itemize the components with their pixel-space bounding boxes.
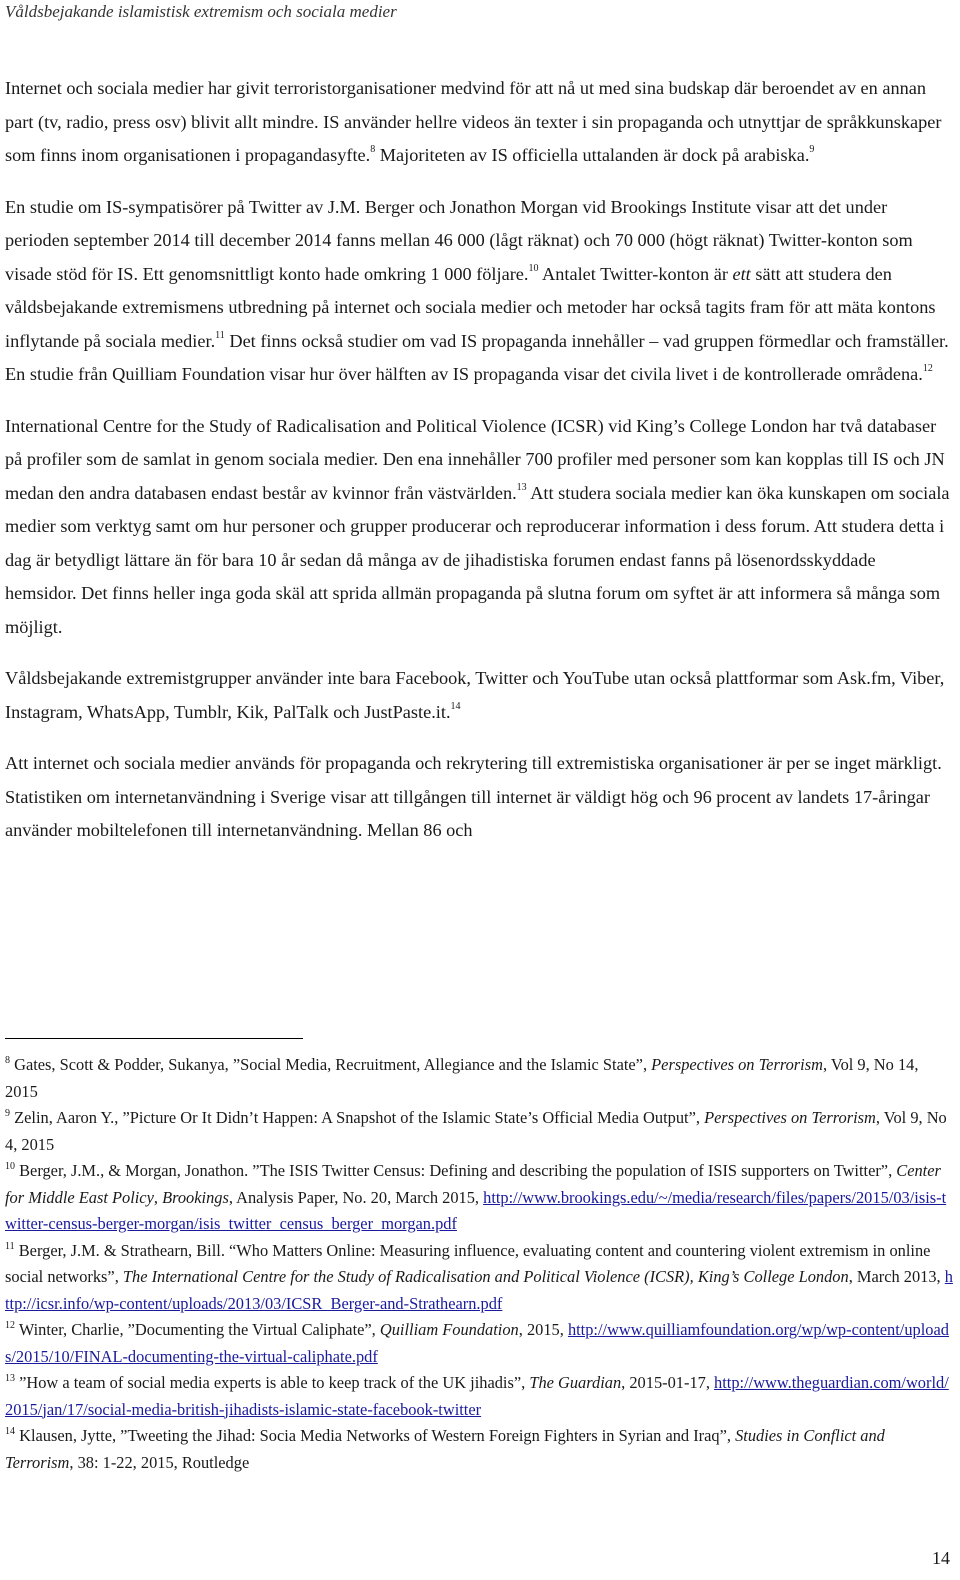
emphasis: The International Centre for the Study of Radicalisation and Political Violence (ICSR), King’s College London bbox=[122, 1267, 849, 1286]
text: Att internet och sociala medier används för propaganda och rekrytering till extremistiska organisationer är per se inget märkligt. Statistiken om internetanvändning i Sverige visar att tillgången till internet är väldigt hög och 96 procent av landets 17-åringar använder mobiltelefonen till internetanvändning. Mellan 86 och bbox=[5, 753, 942, 840]
text: Berger, J.M., & Morgan, Jonathon. ”The ISIS Twitter Census: Defining and describing the population of ISIS supporters on Twitter”, bbox=[19, 1161, 897, 1180]
paragraph-1 bbox=[5, 72, 950, 173]
footnote-ref-11[interactable]: 11 bbox=[215, 329, 225, 341]
text: sätt att studera den våldsbejakande extremismens utbredning på internet och sociala medier och metoder har också tagits fram för att mäta kontons inflytande på sociala medier. bbox=[5, 263, 936, 351]
footnote-13 bbox=[5, 1370, 955, 1423]
emphasis: Quilliam Foundation bbox=[379, 1320, 519, 1339]
footnote-ref-12[interactable]: 12 bbox=[922, 363, 933, 374]
text: International Centre for the Study of Radicalisation and Political Violence (ICSR) vid King’s College London har två databaser på profiler som de samlat in genom sociala medier. Den ena innehåller 700 profiler med personer som kan kopplas till IS och JN medan den andra databasen endast består av kvinnor från västvärlden. bbox=[5, 415, 945, 503]
page-number: 14 bbox=[932, 1548, 950, 1568]
footnote-11 bbox=[5, 1238, 955, 1318]
footnote-link[interactable]: http://www.quilliamfoundation.org/wp/wp-content/uploads/2015/10/FINAL-documenting-the-virtual-caliphate.pdf bbox=[5, 1320, 949, 1366]
text: , 2015-01-17, bbox=[621, 1373, 715, 1392]
footnote-9 bbox=[5, 1105, 955, 1158]
text: Att studera sociala medier kan öka kunskapen om sociala medier som verktyg samt om hur personer och grupper producerar och reproducerar information i dess forum. Att studera detta i dag är betydligt lättare än för bara 10 år sedan då många av de jihadistiska forumen endast fanns på lösenordsskyddade hemsidor. Det finns heller inga goda skäl att sprida allmän propaganda på slutna forum om syftet är att informera så många som möjligt. bbox=[5, 482, 950, 637]
emphasis: ett bbox=[732, 263, 751, 284]
text: , Analysis Paper, No. 20, March 2015, bbox=[228, 1187, 484, 1207]
body-text bbox=[5, 72, 950, 848]
footnotes bbox=[5, 1052, 955, 1476]
emphasis: Perspectives on Terrorism bbox=[704, 1108, 876, 1127]
text: , 38: 1-22, 2015, Routledge bbox=[69, 1452, 250, 1472]
text: Berger, J.M. & Strathearn, Bill. “Who Matters Online: Measuring influence, evaluating content and countering violent extremism in online social networks”, bbox=[5, 1240, 931, 1286]
text: , bbox=[153, 1187, 163, 1207]
text: Majoriteten av IS officiella uttalanden är dock på arabiska. bbox=[375, 145, 810, 165]
footnote-ref-13[interactable]: 13 bbox=[516, 481, 527, 493]
paragraph-4 bbox=[5, 662, 950, 729]
footnote-number: 14 bbox=[5, 1426, 15, 1437]
paragraph-3 bbox=[5, 410, 950, 645]
text: Antalet Twitter-konton är bbox=[538, 263, 733, 284]
footnote-number: 9 bbox=[5, 1108, 10, 1119]
text: Gates, Scott & Podder, Sukanya, ”Social Media, Recruitment, Allegiance and the Islamic State”, bbox=[14, 1055, 652, 1074]
text: Våldsbejakande extremistgrupper använder inte bara Facebook, Twitter och YouTube utan också plattformar som Ask.fm, Viber, Instagram, WhatsApp, Tumblr, Kik, PalTalk och JustPaste.it. bbox=[5, 668, 945, 722]
emphasis: Studies in Conflict and Terrorism bbox=[5, 1426, 885, 1472]
text: Internet och sociala medier har givit terroristorganisationer medvind för att nå ut med sina budskap där beroendet av en annan part (tv, radio, press osv) blivit allt mindre. IS använder hellre videos än texter i sin propaganda och utnyttjar de språkkunskaper som finns inom organisationen i propagandasyfte. bbox=[5, 78, 942, 165]
footnote-ref-9[interactable]: 9 bbox=[809, 144, 815, 155]
emphasis: Center for Middle East Policy bbox=[5, 1161, 941, 1207]
text: Winter, Charlie, ”Documenting the Virtual Caliphate”, bbox=[18, 1320, 380, 1339]
text: Zelin, Aaron Y., ”Picture Or It Didn’t Happen: A Snapshot of the Islamic State’s Official Media Output”, bbox=[14, 1108, 705, 1127]
text: Klausen, Jytte, ”Tweeting the Jihad: Socia Media Networks of Western Foreign Fighters in Syrian and Iraq”, bbox=[19, 1426, 736, 1445]
emphasis: Perspectives on Terrorism bbox=[651, 1055, 823, 1074]
emphasis: Brookings bbox=[162, 1187, 229, 1207]
paragraph-5 bbox=[5, 747, 950, 848]
footnote-number: 13 bbox=[5, 1373, 15, 1384]
footnote-link[interactable]: http://www.theguardian.com/world/2015/jan/17/social-media-british-jihadists-islamic-state-facebook-twitter bbox=[5, 1373, 949, 1419]
text: , 2015, bbox=[518, 1320, 568, 1339]
text: ”How a team of social media experts is able to keep track of the UK jihadis”, bbox=[19, 1373, 530, 1392]
footnote-link[interactable]: http://www.brookings.edu/~/media/research/files/papers/2015/03/isis-twitter-census-berger-morgan/isis_twitter_census_berger_morgan.pdf bbox=[5, 1187, 947, 1233]
footnote-link[interactable]: http://icsr.info/wp-content/uploads/2013/03/ICSR_Berger-and-Strathearn.pdf bbox=[5, 1267, 953, 1313]
running-header: Våldsbejakande islamistisk extremism och sociala medier bbox=[5, 2, 397, 21]
text: En studie om IS-sympatisörer på Twitter av J.M. Berger och Jonathon Morgan vid Brookings Institute visar att det under perioden september 2014 till december 2014 fanns mellan 46 000 (lågt räknat) och 70 000 (högt räknat) Twitter-konton som visade stöd för IS. Ett genomsnittligt konto hade omkring 1 000 följare. bbox=[5, 196, 913, 284]
footnote-number: 10 bbox=[5, 1161, 15, 1172]
footnote-10 bbox=[5, 1158, 955, 1238]
text: , Vol 9, No 4, 2015 bbox=[5, 1108, 947, 1154]
footnote-number: 8 bbox=[5, 1055, 10, 1066]
footnote-ref-14[interactable]: 14 bbox=[450, 700, 461, 712]
footnote-divider bbox=[5, 1038, 303, 1039]
footnote-8 bbox=[5, 1052, 955, 1105]
text: Det finns också studier om vad IS propaganda innehåller – vad gruppen förmedlar och framställer. En studie från Quilliam Foundation visar hur över hälften av IS propaganda visar det civila livet i de kontrollerade områdena. bbox=[5, 330, 949, 384]
paragraph-2 bbox=[5, 191, 950, 392]
footnote-number: 12 bbox=[5, 1320, 15, 1331]
text: , Vol 9, No 14, 2015 bbox=[5, 1055, 919, 1101]
footnote-12 bbox=[5, 1317, 955, 1370]
footnote-number: 11 bbox=[5, 1240, 15, 1252]
text: , March 2013, bbox=[848, 1267, 945, 1286]
emphasis: The Guardian bbox=[529, 1373, 622, 1392]
footnote-14 bbox=[5, 1423, 955, 1476]
footnote-ref-10[interactable]: 10 bbox=[528, 262, 539, 274]
footnote-ref-8[interactable]: 8 bbox=[370, 144, 376, 155]
